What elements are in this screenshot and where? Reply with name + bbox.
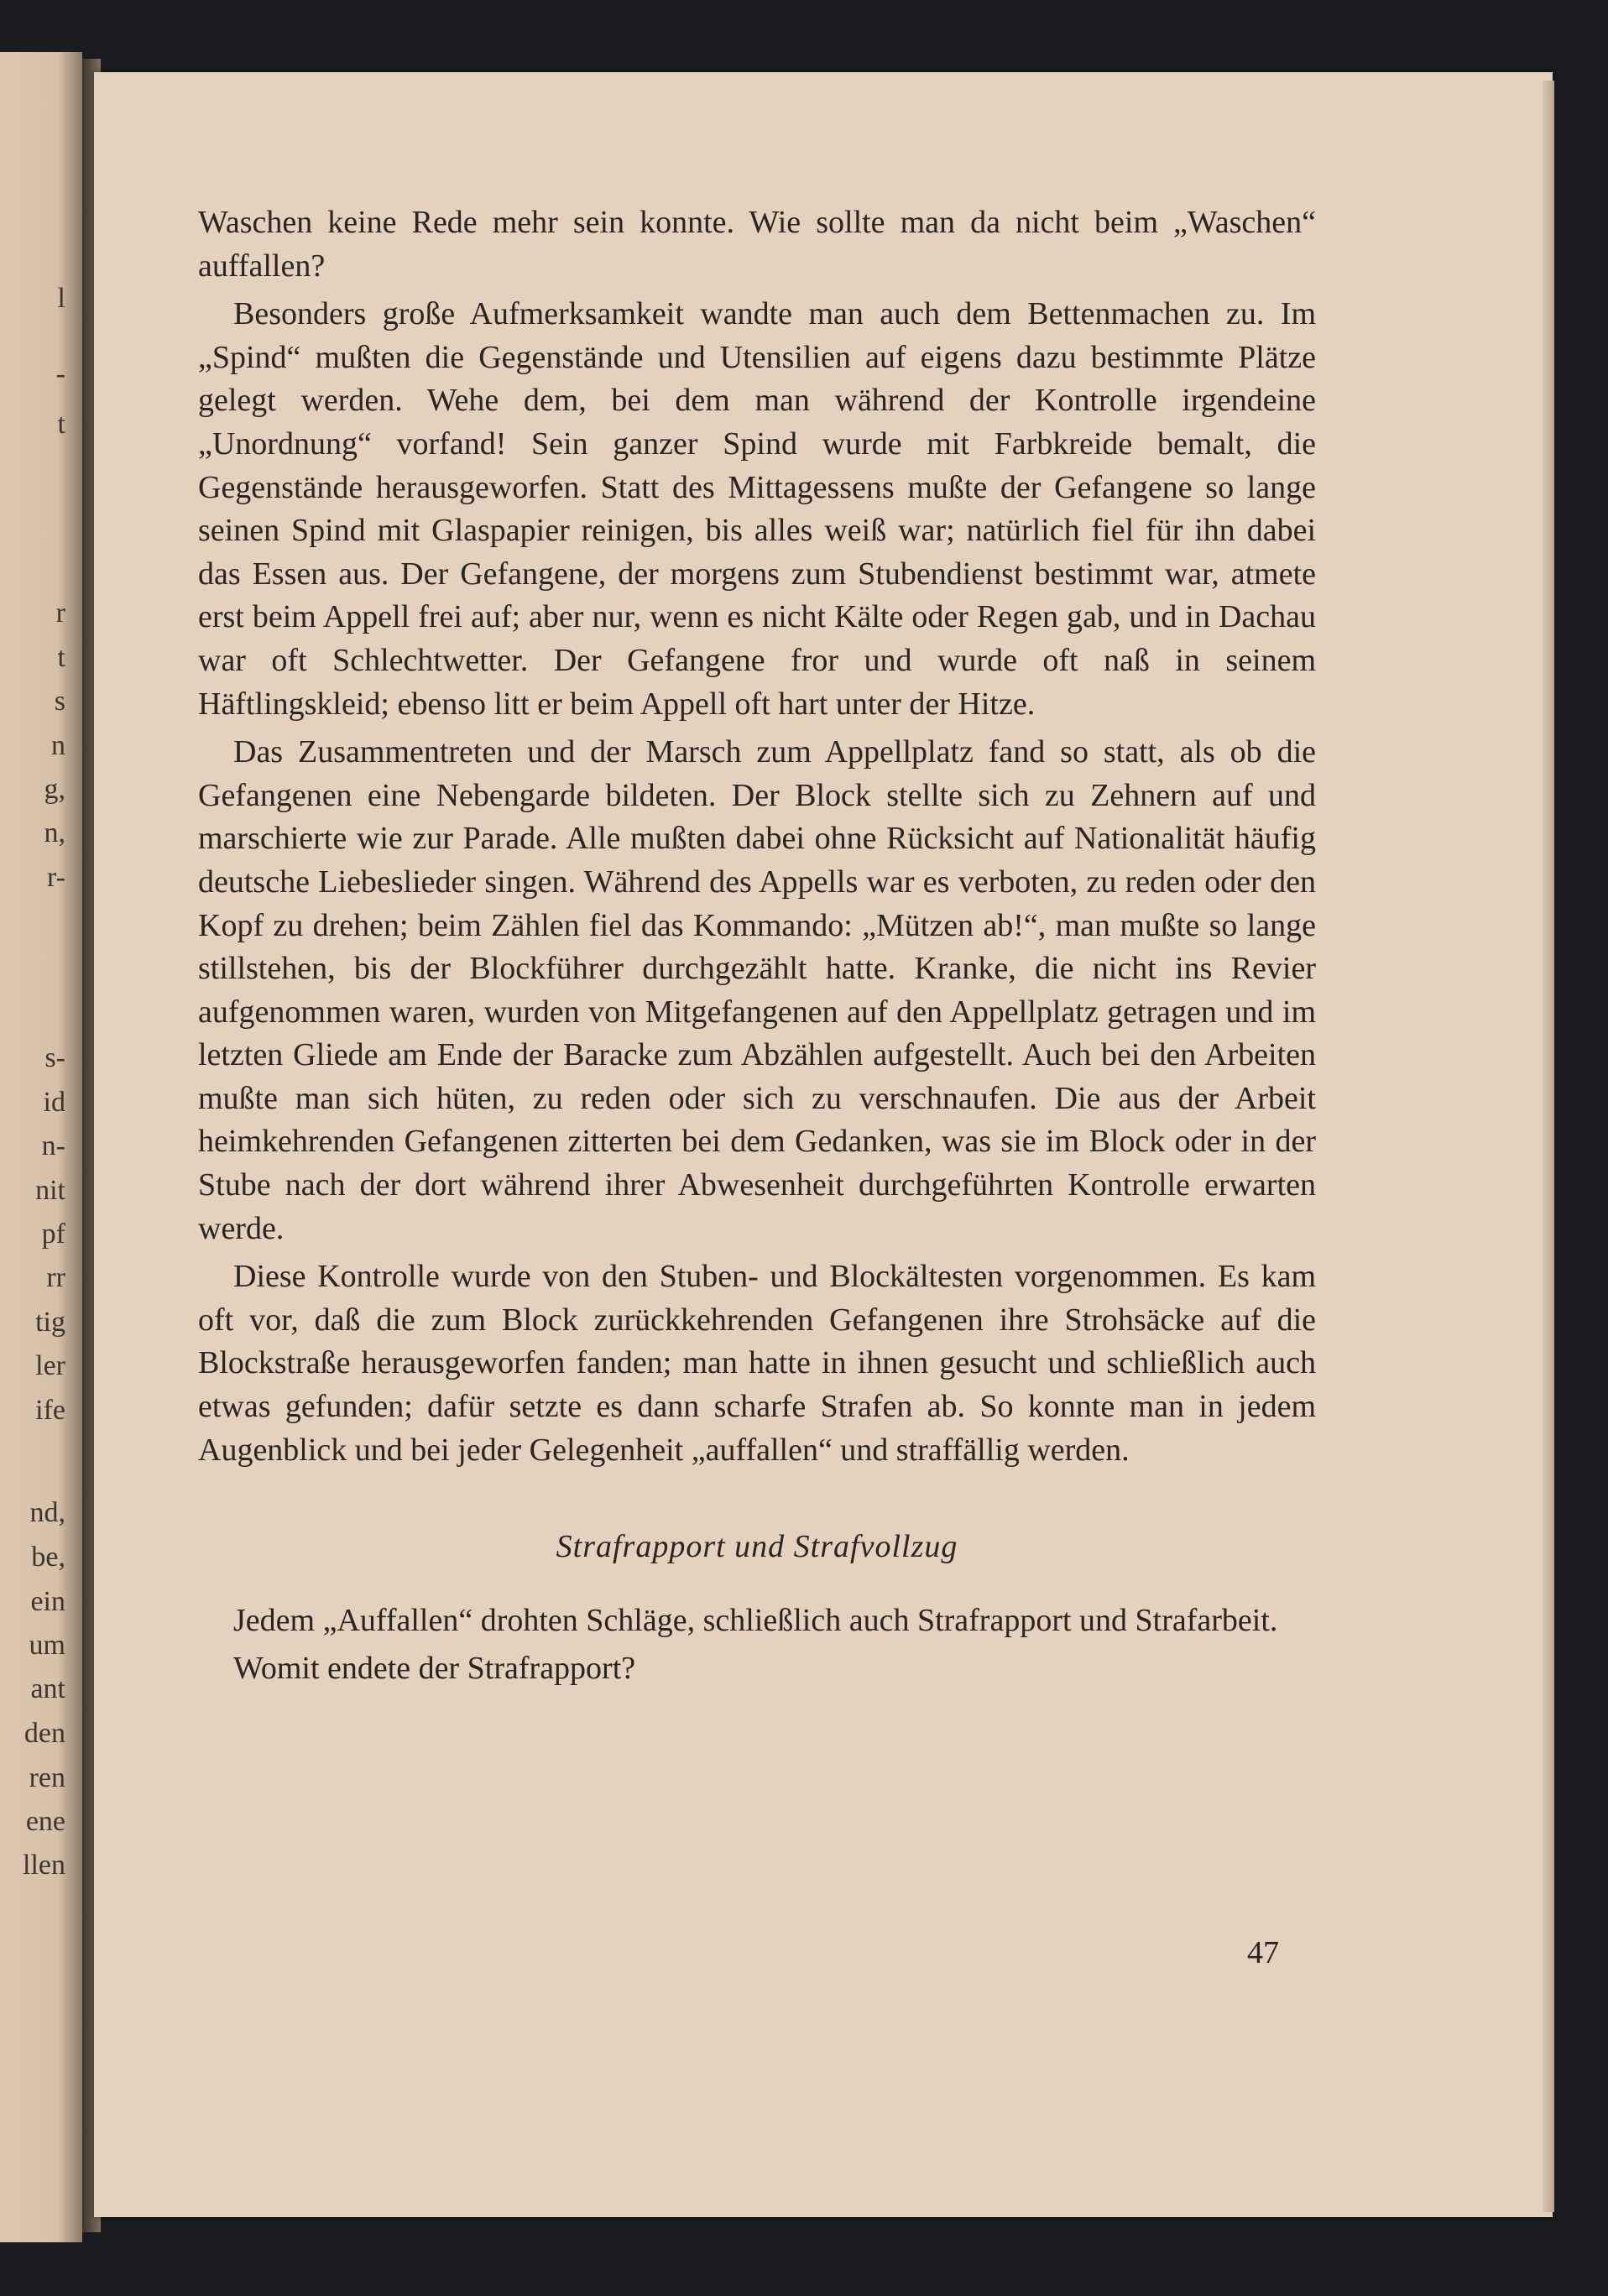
paragraph: Diese Kontrolle wurde von den Stuben- und Blockältesten vorgenommen. Es kam oft vor, daß die zum Block zurückkehrenden Gefangenen ihre Strohsäcke auf die Blockstraße herausgeworfen fanden; man hatte in ihnen gesucht und schließlich auch etwas gefunden; dafür setzte es dann scharfe Strafen ab. So konnte man in jedem Augenblick und bei jeder Gelegenheit „auffallen“ und straffällig werden. bbox=[198, 1259, 1316, 1468]
fragment: den bbox=[23, 1718, 65, 1749]
fragment: g, bbox=[44, 774, 65, 805]
fragment: r- bbox=[47, 862, 65, 893]
page-number: 47 bbox=[1247, 1935, 1279, 1970]
fragment: llen bbox=[23, 1850, 65, 1881]
page-edge-shading bbox=[1543, 81, 1554, 2212]
fragment: n bbox=[51, 730, 65, 761]
page-body bbox=[198, 201, 1316, 1696]
fragment: s- bbox=[44, 1042, 65, 1073]
fragment: nd, bbox=[29, 1497, 65, 1528]
fragment: ife bbox=[35, 1395, 65, 1426]
fragment: ene bbox=[25, 1806, 65, 1837]
fragment: l bbox=[57, 283, 65, 314]
fragment: um bbox=[29, 1630, 65, 1661]
fragment: nit bbox=[35, 1175, 65, 1206]
fragment: t bbox=[57, 409, 65, 440]
fragment: n, bbox=[44, 817, 65, 848]
fragment: r bbox=[55, 597, 65, 629]
left-page-edge bbox=[0, 52, 82, 2242]
fragment: ler bbox=[35, 1350, 65, 1381]
paragraph: Jedem „Auffallen“ drohten Schläge, schließlich auch Strafrapport und Strafarbeit. bbox=[233, 1602, 1278, 1638]
fragment: ren bbox=[29, 1762, 65, 1793]
section-heading: Strafrapport und Strafvollzug bbox=[556, 1529, 958, 1565]
fragment: rr bbox=[46, 1262, 65, 1293]
fragment: pf bbox=[41, 1218, 65, 1250]
fragment: n- bbox=[41, 1130, 65, 1161]
fragment: ant bbox=[30, 1673, 65, 1704]
fragment: be, bbox=[31, 1542, 65, 1573]
fragment: ein bbox=[30, 1586, 65, 1617]
paragraph: Das Zusammentreten und der Marsch zum Appellplatz fand so statt, als ob die Gefangenen eine Nebengarde bildeten. Der Block stellte sich zu Zehnern auf und marschierte wie zur Parade. Alle mußten dabei ohne Rücksicht auf Nationalität häufig deutsche Liebeslieder singen. Während des Appells war es verboten, zu reden oder den Kopf zu drehen; beim Zählen fiel das Kommando: „Mützen ab!“, man mußte so lange stillstehen, bis der Blockführer durchgezählt hatte. Kranke, die nicht ins Revier aufgenommen waren, wurden von Mitgefangenen auf den Appellplatz getragen und im letzten Gliede am Ende der Baracke zum Abzählen aufgestellt. Auch bei den Arbeiten mußte man sich hüten, zu reden oder sich zu verschnaufen. Die aus der Arbeit heimkehrenden Gefangenen zitterten bei dem Gedanken, was sie im Block oder in der Stube nach der dort während ihrer Abwesenheit durchgeführten Kontrolle erwarten werde. bbox=[198, 734, 1316, 1246]
fragment: s bbox=[54, 686, 65, 717]
paragraph: Womit endete der Strafrapport? bbox=[233, 1651, 636, 1687]
fragment: - bbox=[55, 358, 65, 389]
paragraph: Waschen keine Rede mehr sein konnte. Wie sollte man da nicht beim „Waschen“ auffallen? bbox=[198, 205, 1316, 284]
fragment: id bbox=[43, 1087, 65, 1118]
paragraph: Besonders große Aufmerksamkeit wandte man auch dem Bettenmachen zu. Im „Spind“ mußten die Gegenstände und Utensilien auf eigens dazu bestimmte Plätze gelegt werden. Wehe dem, bei dem man während der Kontrolle irgendeine „Unordnung“ vorfand! Sein ganzer Spind wurde mit Farbkreide bemalt, die Gegenstände herausgeworfen. Statt des Mittagessens mußte der Gefangene so lange seinen Spind mit Glaspapier reinigen, bis alles weiß war; natürlich fiel für ihn dabei das Essen aus. Der Gefangene, der morgens zum Stubendienst bestimmt war, atmete erst beim Appell frei auf; aber nur, wenn es nicht Kälte oder Regen gab, und in Dachau war oft Schlechtwetter. Der Gefangene fror und wurde oft naß in seinem Häftlingskleid; ebenso litt er beim Appell oft hart unter der Hitze. bbox=[198, 296, 1316, 722]
left-page-text-fragments bbox=[0, 52, 82, 2242]
fragment: t bbox=[57, 642, 65, 673]
fragment: tig bbox=[35, 1307, 65, 1338]
